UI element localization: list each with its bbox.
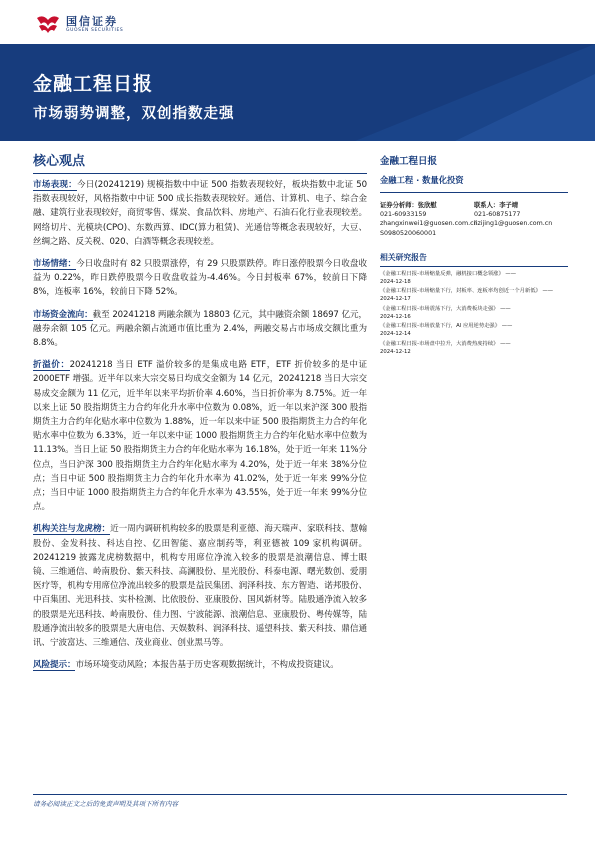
paragraph-premium-discount	[33, 358, 367, 514]
footer-divider	[33, 794, 567, 795]
related-reports-title: 相关研究报告	[380, 252, 568, 267]
analyst-email[interactable]: zhangxinwei1@guosen.com.cn	[380, 220, 478, 228]
paragraph-text: 20241218 当日 ETF 溢价较多的是集成电路 ETF，ETF 折价较多的是中证 2000ETF 增强。近半年以来大宗交易日均成交金额为 14 亿元，20241218 当日大宗交易成交金额为 11 亿元，近半年以来平均折价率 4.60%，当日折价率为 8.75%。近一年以来上证 50 股指期货主力合约年化升水率中位数为 0.08%，近一年以来沪深 300 股指期货主力合约年化贴水率中位数为 1.88%，近一年以来中证 500 股指期货主力合约年化贴水率中位数为 6.33%，近一年以来中证 1000 股指期货主力合约年化贴水率中位数为 11.13%。当日上证 50 股指期货主力合约年化贴水率为 16.18%，处于近一年来 11%分位点，当日沪深 300 股指期货主力合约年化贴水率为 4.20%，处于近一年来 38%分位点；当日中证 500 股指期货主力合约年化升水率为 41.02%，处于近一年来 99%分位点；当日中证 1000 股指期货主力合约年化升水率为 43.55%，处于近一年来 99%分位点。	[33, 360, 367, 513]
related-report-title: 《金融工程日报-市场缩量反弹，融机接口概念领涨》 ——	[380, 270, 517, 277]
related-report-date: 2024-12-14	[380, 331, 411, 338]
contact-email[interactable]: lizijing1@guosen.com.cn	[474, 220, 553, 228]
related-report-title: 《金融工程日报-市场盘中拉升，大消费热度持续》 ——	[380, 340, 511, 347]
paragraph-label: 风险提示：	[33, 660, 76, 671]
report-title: 金融工程日报	[33, 73, 154, 95]
analyst-info	[380, 201, 478, 238]
related-report-link[interactable]	[380, 340, 568, 356]
paragraph-fund-flow	[33, 308, 367, 351]
paragraph-text: 近一周内调研机构较多的股票是利亚德、海天瑞声、家联科技、慧翰股份、金发科技、科达自控、亿田智能、嘉应制药等，利亚德被 109 家机构调研。20241219 披露龙虎榜数据中，机构专用席位净流入较多的股票是浪潮信息、博士眼镜、三维通信、岭南股份、紫天科技、高澜股份、星光股份、科泰电源、曙光数创、爱朋医疗等，机构专用席位净流出较多的股票是益民集团、润泽科技、东方智造、诺邦股份、中百集团、光迅科技、实朴检测、比依股份、亚康股份、国风新材等。陆股通净流入较多的股票是光迅科技、岭南股份、佳力图、宁波能源、浪潮信息、亚康股份、粤传媒等，陆股通净流出较多的股票是大唐电信、天娱数科、润泽科技、遥望科技、紫天科技、鼎信通讯、宁波富达、三维通信、茂业商业、创业黑马等。	[33, 524, 367, 649]
sidebar	[380, 155, 568, 356]
paragraph-text: 截至 20241218 两融余额为 18803 亿元，其中融资余额 18697 亿元，融券余额 105 亿元。两融余额占流通市值比重为 2.4%，两融交易占市场成交额比重为 8.8%。	[33, 309, 367, 349]
company-logo	[35, 14, 123, 34]
paragraph-institution-focus	[33, 522, 367, 650]
related-report-link[interactable]	[380, 322, 568, 338]
analyst-cert: S0980520060001	[380, 229, 437, 237]
paragraph-label: 折溢价：	[33, 360, 70, 371]
related-report-link[interactable]	[380, 305, 568, 321]
analyst-name: 张欣慰	[417, 202, 437, 209]
related-report-date: 2024-12-12	[380, 348, 411, 355]
sidebar-category: 金融工程 · 数量化投资	[380, 173, 568, 193]
banner-decoration	[295, 44, 595, 141]
paragraph-text: 今日(20241219) 规模指数中中证 500 指数表现较好，板块指数中北证 50 指数表现较好，风格指数中中证 500 成长指数表现较好。通信、计算机、电子、综合金融、建筑行业表现较好，商贸零售、煤炭、食品饮料、房地产、石油石化行业表现较差。网络切片、光模块(CPO)、东数西算、IDC(算力租赁)、光通信等概念表现较好，大豆、丝绸之路、反关税、020、白酒等概念表现较差。	[33, 180, 367, 247]
related-report-title: 《金融工程日报-市场缩量下行，封板率、连板率均创近一个月新低》 ——2024-12-17	[380, 288, 554, 303]
paragraph-label: 市场资金流向：	[33, 309, 93, 320]
related-report-link[interactable]	[380, 287, 568, 303]
paragraph-label: 市场表现：	[33, 180, 77, 190]
section-title: 核心观点	[33, 150, 367, 174]
sidebar-report-type: 金融工程日报	[380, 156, 438, 167]
contact-phone: 021-60875177	[474, 211, 521, 219]
related-report-title: 《金融工程日报-市场震荡下行，大消费板块走强》 ——	[380, 305, 511, 312]
paragraph-market-performance	[33, 178, 367, 249]
paragraph-label: 市场情绪：	[33, 259, 77, 270]
related-report-date: 2024-12-16	[380, 313, 411, 320]
contact-label: 联系人：	[474, 202, 500, 209]
analyst-phone: 021-60933159	[380, 211, 427, 219]
logo-name-cn: 国信证券	[66, 14, 118, 28]
analyst-label: 证券分析师：	[380, 202, 418, 209]
contact-name: 李子靖	[499, 202, 519, 209]
paragraph-label: 机构关注与龙虎榜：	[33, 524, 111, 535]
contact-block	[380, 201, 568, 238]
paragraph-text: 今日收盘时有 82 只股票涨停，有 29 只股票跌停。昨日涨停股票今日收盘收益为 0.22%，昨日跌停股票今日收盘收益为-4.46%。今日封板率 67%，较前日下降 8%，连板率 16%，较前日下降 52%。	[33, 259, 367, 298]
paragraph-risk-warning	[33, 658, 367, 672]
guosen-logo-icon	[35, 14, 61, 34]
related-report-date: 2024-12-18	[380, 278, 411, 285]
paragraph-text: 市场环境变动风险；本报告基于历史客观数据统计，不构成投资建议。	[75, 660, 339, 671]
header-banner	[0, 44, 595, 141]
footer-disclaimer: 请务必阅读正文之后的免责声明及其项下所有内容	[33, 800, 179, 808]
related-report-link[interactable]	[380, 270, 568, 286]
main-content	[33, 150, 367, 681]
report-subtitle: 市场弱势调整，双创指数走强	[33, 106, 235, 122]
paragraph-market-sentiment	[33, 257, 367, 300]
contact-person-info	[474, 201, 568, 238]
logo-name-en: GUOSEN SECURITIES	[66, 27, 124, 33]
related-report-title: 《金融工程日报-市场放量下行，AI 应用逆势走强》 ——	[380, 323, 513, 330]
